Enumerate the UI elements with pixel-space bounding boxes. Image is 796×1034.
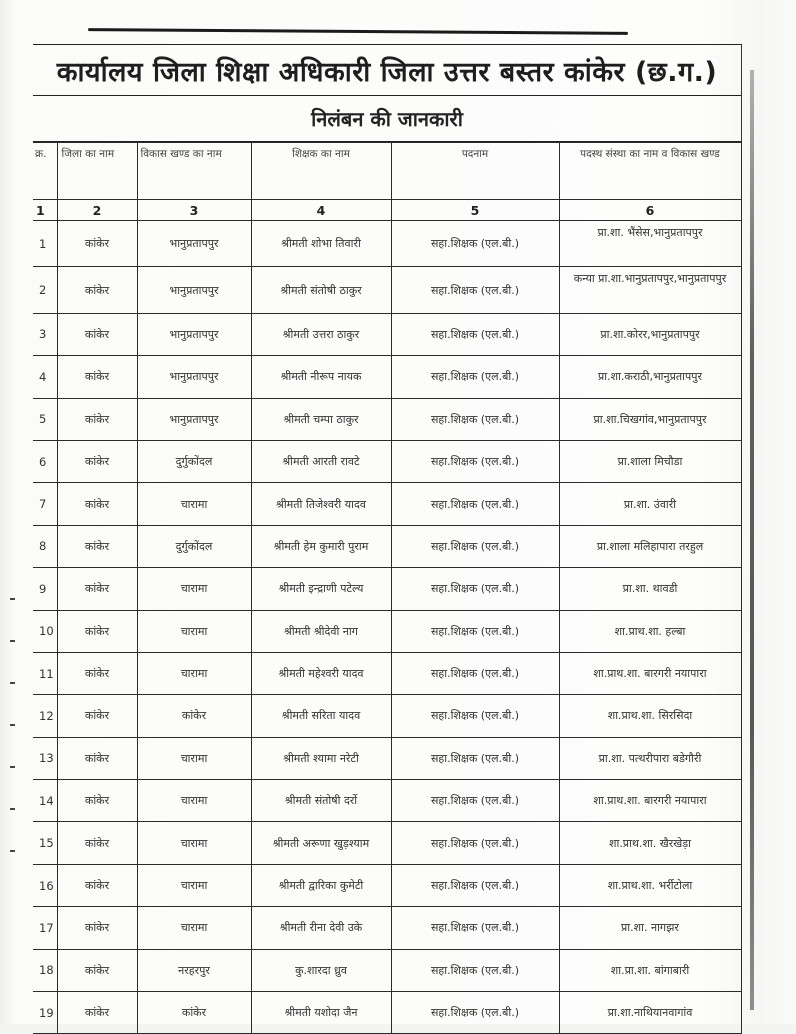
margin-tick-mark bbox=[10, 766, 15, 768]
block-cell: चारामा bbox=[137, 822, 251, 864]
school-cell: शा.प्राथ.शा. सिरसिदा bbox=[559, 695, 741, 737]
teacher-name-cell: श्रीमती चम्पा ठाकुर bbox=[251, 398, 391, 440]
teacher-name-cell: श्रीमती महेश्वरी यादव bbox=[251, 652, 391, 694]
designation-cell: सहा.शिक्षक (एल.बी.) bbox=[391, 568, 559, 610]
district-cell: कांकेर bbox=[57, 356, 137, 398]
serial-cell: 5 bbox=[33, 398, 57, 440]
designation-cell: सहा.शिक्षक (एल.बी.) bbox=[391, 483, 559, 525]
school-cell: प्रा.शा. नागझर bbox=[559, 907, 741, 949]
designation-cell: सहा.शिक्षक (एल.बी.) bbox=[391, 221, 559, 267]
designation-cell: सहा.शिक्षक (एल.बी.) bbox=[391, 864, 559, 906]
serial-cell: 3 bbox=[33, 313, 57, 355]
designation-cell: सहा.शिक्षक (एल.बी.) bbox=[391, 652, 559, 694]
serial-cell: 1 bbox=[33, 221, 57, 267]
block-cell: दुर्गुकोंदल bbox=[137, 440, 251, 482]
teacher-name-cell: श्रीमती संतोषी दर्रो bbox=[251, 780, 391, 822]
block-cell: भानुप्रतापपुर bbox=[137, 313, 251, 355]
teacher-name-cell: श्रीमती उत्तरा ठाकुर bbox=[251, 313, 391, 355]
serial-cell: 11 bbox=[33, 652, 57, 694]
district-cell: कांकेर bbox=[57, 267, 137, 313]
school-cell: प्रा.शाला मलिहापारा तरहुल bbox=[559, 525, 741, 567]
header-serial: क्र. bbox=[33, 143, 57, 200]
block-cell: चारामा bbox=[137, 652, 251, 694]
district-cell: कांकेर bbox=[57, 992, 137, 1034]
header-row bbox=[33, 143, 741, 200]
margin-tick-mark bbox=[10, 640, 15, 642]
serial-cell: 18 bbox=[33, 949, 57, 991]
header-district: जिला का नाम bbox=[57, 143, 137, 200]
district-cell: कांकेर bbox=[57, 440, 137, 482]
table-row bbox=[33, 267, 741, 313]
district-cell: कांकेर bbox=[57, 568, 137, 610]
block-cell: चारामा bbox=[137, 568, 251, 610]
teacher-name-cell: श्रीमती यशोदा जैन bbox=[251, 992, 391, 1034]
district-cell: कांकेर bbox=[57, 483, 137, 525]
designation-cell: सहा.शिक्षक (एल.बी.) bbox=[391, 267, 559, 313]
district-cell: कांकेर bbox=[57, 313, 137, 355]
block-cell: चारामा bbox=[137, 610, 251, 652]
margin-tick-mark bbox=[10, 598, 15, 600]
school-cell: प्रा.शा. थावडी bbox=[559, 568, 741, 610]
block-cell: भानुप्रतापपुर bbox=[137, 398, 251, 440]
table-row bbox=[33, 737, 741, 779]
table-row bbox=[33, 313, 741, 355]
serial-cell: 4 bbox=[33, 356, 57, 398]
teacher-name-cell: श्रीमती इन्द्राणी पटेल्य bbox=[251, 568, 391, 610]
table-row bbox=[33, 356, 741, 398]
district-cell: कांकेर bbox=[57, 780, 137, 822]
school-cell: प्रा.शा.नाथियानवागांव bbox=[559, 992, 741, 1034]
block-cell: चारामा bbox=[137, 737, 251, 779]
colnum-6: 6 bbox=[559, 200, 741, 221]
table-row bbox=[33, 398, 741, 440]
serial-cell: 9 bbox=[33, 568, 57, 610]
school-cell: प्रा.शाला मिचौडा bbox=[559, 440, 741, 482]
table-row bbox=[33, 525, 741, 567]
designation-cell: सहा.शिक्षक (एल.बी.) bbox=[391, 440, 559, 482]
district-cell: कांकेर bbox=[57, 737, 137, 779]
table-row bbox=[33, 907, 741, 949]
district-cell: कांकेर bbox=[57, 949, 137, 991]
designation-cell: सहा.शिक्षक (एल.बी.) bbox=[391, 525, 559, 567]
teacher-name-cell: श्रीमती श्रीदेवी नाग bbox=[251, 610, 391, 652]
teacher-name-cell: श्रीमती रीना देवी उके bbox=[251, 907, 391, 949]
table-row bbox=[33, 568, 741, 610]
school-cell: शा.प्राथ.शा. खैरखेड़ा bbox=[559, 822, 741, 864]
school-cell: शा.प्रा.शा. बांगाबारी bbox=[559, 949, 741, 991]
designation-cell: सहा.शिक्षक (एल.बी.) bbox=[391, 780, 559, 822]
district-cell: कांकेर bbox=[57, 864, 137, 906]
colnum-4: 4 bbox=[251, 200, 391, 221]
teacher-name-cell: कु.शारदा ध्रुव bbox=[251, 949, 391, 991]
school-cell: प्रा.शा.कराठी,भानुप्रतापपुर bbox=[559, 356, 741, 398]
designation-cell: सहा.शिक्षक (एल.बी.) bbox=[391, 610, 559, 652]
block-cell: भानुप्रतापपुर bbox=[137, 221, 251, 267]
block-cell: चारामा bbox=[137, 780, 251, 822]
colnum-5: 5 bbox=[391, 200, 559, 221]
school-cell: शा.प्राथ.शा. भर्रीटोला bbox=[559, 864, 741, 906]
district-cell: कांकेर bbox=[57, 398, 137, 440]
teacher-name-cell: श्रीमती सरिता यादव bbox=[251, 695, 391, 737]
school-cell: शा.प्राथ.शा. हल्बा bbox=[559, 610, 741, 652]
column-number-row bbox=[33, 200, 741, 221]
table-row bbox=[33, 652, 741, 694]
colnum-3: 3 bbox=[137, 200, 251, 221]
school-cell: प्रा.शा.चिखगांव,भानुप्रतापपुर bbox=[559, 398, 741, 440]
colnum-1: 1 bbox=[33, 200, 57, 221]
serial-cell: 16 bbox=[33, 864, 57, 906]
table-row bbox=[33, 780, 741, 822]
serial-cell: 12 bbox=[33, 695, 57, 737]
margin-tick-mark bbox=[10, 682, 15, 684]
school-cell: प्रा.शा. पत्थरीपारा बडेगौरी bbox=[559, 737, 741, 779]
serial-cell: 2 bbox=[33, 267, 57, 313]
block-cell: चारामा bbox=[137, 864, 251, 906]
designation-cell: सहा.शिक्षक (एल.बी.) bbox=[391, 356, 559, 398]
teacher-name-cell: श्रीमती श्यामा नरेटी bbox=[251, 737, 391, 779]
teacher-name-cell: श्रीमती हेम कुमारी पुराम bbox=[251, 525, 391, 567]
table-row bbox=[33, 483, 741, 525]
colnum-2: 2 bbox=[57, 200, 137, 221]
district-cell: कांकेर bbox=[57, 695, 137, 737]
table-row bbox=[33, 440, 741, 482]
block-cell: दुर्गुकोंदल bbox=[137, 525, 251, 567]
school-cell: शा.प्राथ.शा. बारगरी नयापारा bbox=[559, 780, 741, 822]
teacher-name-cell: श्रीमती संतोषी ठाकुर bbox=[251, 267, 391, 313]
margin-tick-mark bbox=[10, 808, 15, 810]
table-row bbox=[33, 221, 741, 267]
district-cell: कांकेर bbox=[57, 822, 137, 864]
table-row bbox=[33, 949, 741, 991]
header-teacher: शिक्षक का नाम bbox=[251, 143, 391, 200]
school-cell: प्रा.शा. भैंसेस,भानुप्रतापपुर bbox=[559, 221, 741, 267]
serial-cell: 17 bbox=[33, 907, 57, 949]
teacher-name-cell: श्रीमती द्वारिका कुमेटी bbox=[251, 864, 391, 906]
teacher-name-cell: श्रीमती आरती रावटे bbox=[251, 440, 391, 482]
serial-cell: 8 bbox=[33, 525, 57, 567]
suspension-sheet bbox=[33, 44, 742, 1034]
serial-cell: 15 bbox=[33, 822, 57, 864]
block-cell: कांकेर bbox=[137, 992, 251, 1034]
table-row bbox=[33, 864, 741, 906]
designation-cell: सहा.शिक्षक (एल.बी.) bbox=[391, 695, 559, 737]
serial-cell: 10 bbox=[33, 610, 57, 652]
serial-cell: 13 bbox=[33, 737, 57, 779]
serial-cell: 19 bbox=[33, 992, 57, 1034]
margin-tick-mark bbox=[10, 724, 15, 726]
district-cell: कांकेर bbox=[57, 907, 137, 949]
office-title: कार्यालय जिला शिक्षा अधिकारी जिला उत्तर बस्तर कांकेर (छ.ग.) bbox=[33, 44, 741, 96]
designation-cell: सहा.शिक्षक (एल.बी.) bbox=[391, 737, 559, 779]
district-cell: कांकेर bbox=[57, 652, 137, 694]
designation-cell: सहा.शिक्षक (एल.बी.) bbox=[391, 398, 559, 440]
header-school: पदस्थ संस्था का नाम व विकास खण्ड bbox=[559, 143, 741, 200]
serial-cell: 14 bbox=[33, 780, 57, 822]
suspension-table bbox=[33, 142, 742, 1034]
district-cell: कांकेर bbox=[57, 610, 137, 652]
designation-cell: सहा.शिक्षक (एल.बी.) bbox=[391, 992, 559, 1034]
designation-cell: सहा.शिक्षक (एल.बी.) bbox=[391, 822, 559, 864]
table-row bbox=[33, 610, 741, 652]
block-cell: कांकेर bbox=[137, 695, 251, 737]
serial-cell: 7 bbox=[33, 483, 57, 525]
school-cell: प्रा.शा. उंवारी bbox=[559, 483, 741, 525]
designation-cell: सहा.शिक्षक (एल.बी.) bbox=[391, 907, 559, 949]
designation-cell: सहा.शिक्षक (एल.बी.) bbox=[391, 949, 559, 991]
block-cell: भानुप्रतापपुर bbox=[137, 267, 251, 313]
teacher-name-cell: श्रीमती तिजेश्वरी यादव bbox=[251, 483, 391, 525]
teacher-name-cell: श्रीमती शोभा तिवारी bbox=[251, 221, 391, 267]
school-cell: शा.प्राथ.शा. बारगरी नयापारा bbox=[559, 652, 741, 694]
designation-cell: सहा.शिक्षक (एल.बी.) bbox=[391, 313, 559, 355]
block-cell: चारामा bbox=[137, 483, 251, 525]
block-cell: नरहरपुर bbox=[137, 949, 251, 991]
header-designation: पदनाम bbox=[391, 143, 559, 200]
table-row bbox=[33, 822, 741, 864]
serial-cell: 6 bbox=[33, 440, 57, 482]
page-fold-edge bbox=[750, 70, 754, 1010]
teacher-name-cell: श्रीमती नीरूप नायक bbox=[251, 356, 391, 398]
block-cell: भानुप्रतापपुर bbox=[137, 356, 251, 398]
block-cell: चारामा bbox=[137, 907, 251, 949]
district-cell: कांकेर bbox=[57, 221, 137, 267]
table-row bbox=[33, 992, 741, 1034]
sheet-subtitle: निलंबन की जानकारी bbox=[33, 96, 741, 142]
district-cell: कांकेर bbox=[57, 525, 137, 567]
school-cell: कन्या प्रा.शा.भानुप्रतापपुर,भानुप्रतापपुर bbox=[559, 267, 741, 313]
table-row bbox=[33, 695, 741, 737]
school-cell: प्रा.शा.कोरर,भानुप्रतापपुर bbox=[559, 313, 741, 355]
teacher-name-cell: श्रीमती अरूणा खुड़श्याम bbox=[251, 822, 391, 864]
margin-tick-mark bbox=[10, 850, 15, 852]
header-block: विकास खण्ड का नाम bbox=[137, 143, 251, 200]
